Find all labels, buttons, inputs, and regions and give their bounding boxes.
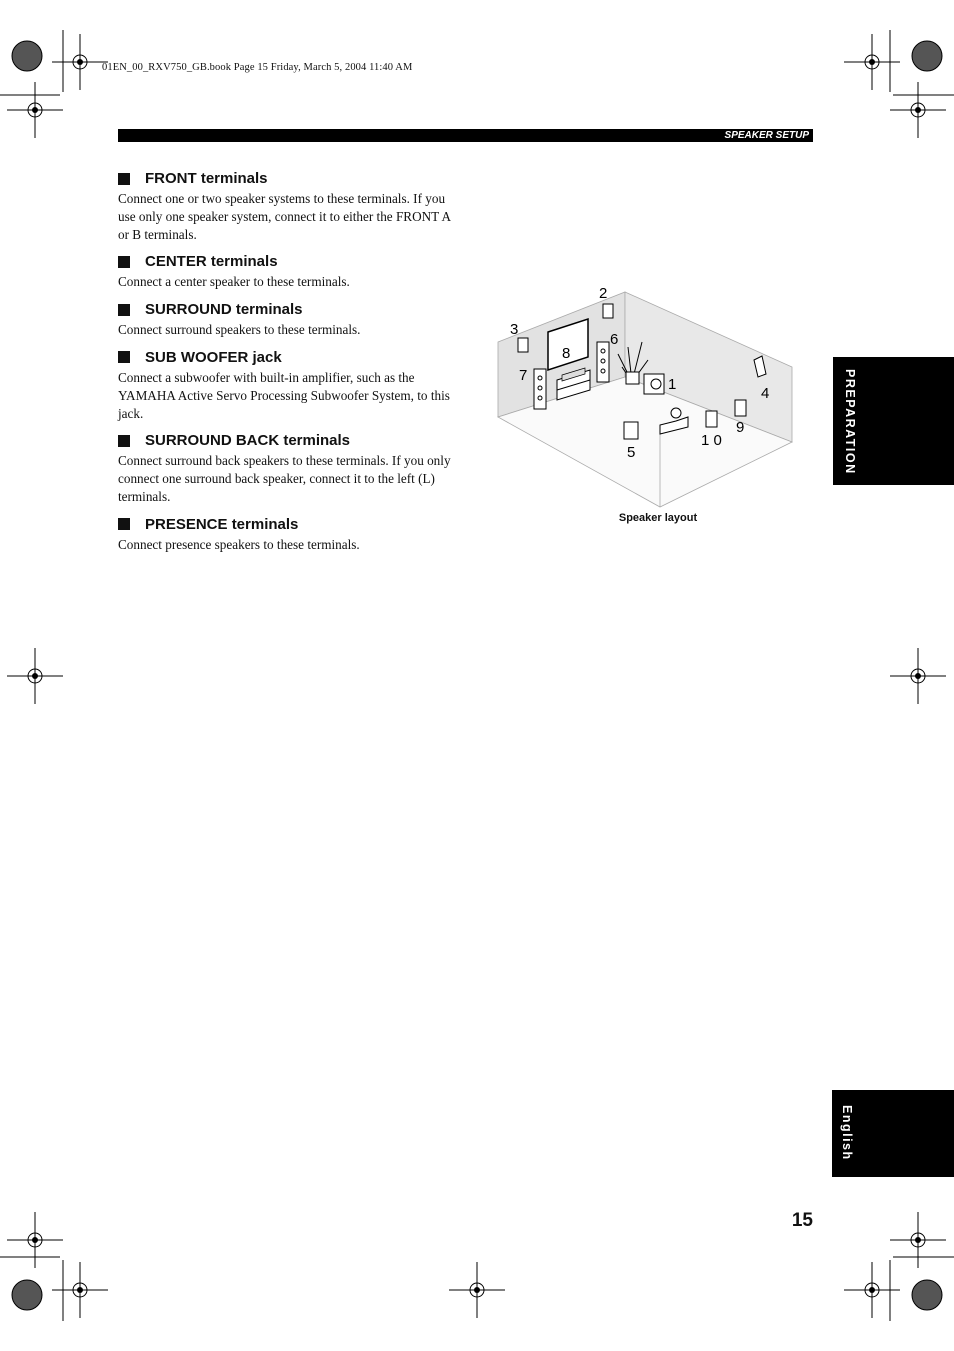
square-bullet-icon xyxy=(118,173,130,185)
front-right-speaker-icon xyxy=(597,342,609,382)
section-surround-back xyxy=(118,432,458,505)
section-header-title: SPEAKER SETUP xyxy=(724,130,809,141)
square-bullet-icon xyxy=(118,518,130,530)
surround-back-right-speaker-icon xyxy=(735,400,746,416)
label-2: 2 xyxy=(599,285,608,302)
tab-preparation-label: PREPARATION xyxy=(843,369,857,475)
content-column xyxy=(118,170,458,564)
section-center xyxy=(118,253,458,291)
print-header: 01EN_00_RXV750_GB.book Page 15 Friday, March 5, 2004 11:40 AM xyxy=(102,62,413,73)
presence-right-speaker-icon xyxy=(603,304,613,318)
subwoofer-icon xyxy=(644,374,664,394)
label-1: 1 xyxy=(668,376,677,393)
section-subwoofer xyxy=(118,349,458,422)
section-presence xyxy=(118,516,458,554)
presence-left-speaker-icon xyxy=(518,338,528,352)
section-heading: SURROUND terminals xyxy=(118,301,458,318)
section-heading: CENTER terminals xyxy=(118,253,458,270)
section-heading: PRESENCE terminals xyxy=(118,516,458,533)
tab-language-label: English xyxy=(840,1105,854,1161)
square-bullet-icon xyxy=(118,351,130,363)
label-7: 7 xyxy=(519,367,528,384)
square-bullet-icon xyxy=(118,435,130,447)
surround-back-left-speaker-icon xyxy=(706,411,717,427)
section-surround xyxy=(118,301,458,339)
label-10: 1 0 xyxy=(701,432,722,449)
surround-left-speaker-icon xyxy=(624,422,638,439)
label-9: 9 xyxy=(736,419,745,436)
tab-language xyxy=(832,1090,954,1177)
tab-preparation xyxy=(833,357,954,485)
label-4: 4 xyxy=(761,385,770,402)
square-bullet-icon xyxy=(118,304,130,316)
square-bullet-icon xyxy=(118,256,130,268)
section-body: Connect one or two speaker systems to these terminals. If you use only one speaker system, connect it to either the FRONT A or B terminals. xyxy=(118,191,451,242)
section-body: Connect a subwoofer with built-in amplifier, such as the YAMAHA Active Servo Processing Subwoofer System, to this jack. xyxy=(118,369,450,421)
section-heading: SURROUND BACK terminals xyxy=(118,432,458,449)
section-body: Connect surround speakers to these terminals. xyxy=(118,322,361,338)
front-left-speaker-icon xyxy=(534,369,546,409)
section-header-bar xyxy=(118,129,813,142)
label-8: 8 xyxy=(562,345,571,362)
speaker-layout-diagram xyxy=(490,282,800,512)
label-3: 3 xyxy=(510,321,519,338)
section-heading: SUB WOOFER jack xyxy=(118,349,458,366)
section-body: Connect presence speakers to these terminals. xyxy=(118,536,360,552)
section-body: Connect a center speaker to these terminals. xyxy=(118,274,350,290)
section-body: Connect surround back speakers to these terminals. If you only connect one surround back speaker, connect it to the left (L) terminals. xyxy=(118,453,451,504)
section-heading: FRONT terminals xyxy=(118,170,458,187)
label-6: 6 xyxy=(610,331,619,348)
page-number: 15 xyxy=(791,1210,813,1231)
section-front xyxy=(118,170,458,243)
figure-caption: Speaker layout xyxy=(618,512,698,524)
label-5: 5 xyxy=(627,444,636,461)
